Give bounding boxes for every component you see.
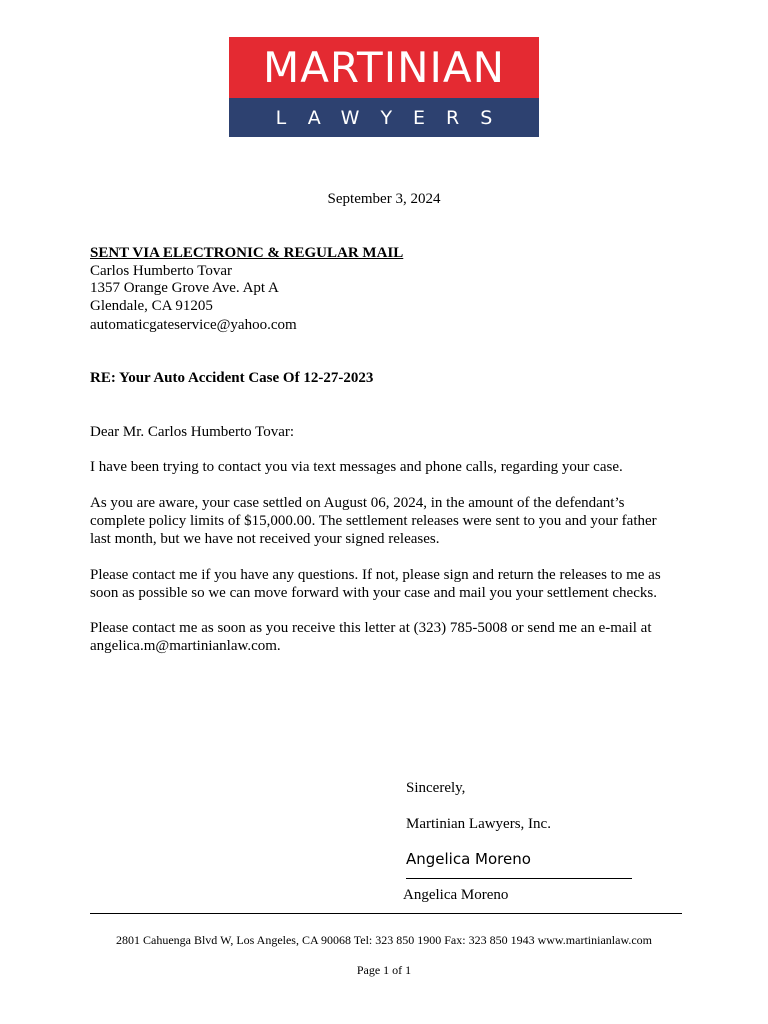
body-paragraph: Please contact me as soon as you receive this letter at (323) 785-5008 or send me an e-mail at angelica.m@martinianlaw.com. xyxy=(90,620,652,654)
recipient-name: Carlos Humberto Tovar xyxy=(90,263,232,279)
firm-logo xyxy=(229,37,539,137)
body-paragraph: Please contact me if you have any questions. If not, please sign and return the releases to me as soon as possible so we can move forward with your case and mail you your settlement checks. xyxy=(90,567,661,601)
body-paragraph: As you are aware, your case settled on August 06, 2024, in the amount of the defendant’s complete policy limits of $15,000.00. The settlement releases were sent to you and your father last month, but we have not received your signed releases. xyxy=(90,495,657,547)
recipient-address-line1: 1357 Orange Grove Ave. Apt A xyxy=(90,280,279,296)
logo-subtitle-band: LAWYERS xyxy=(229,98,539,137)
firm-name: Martinian Lawyers, Inc. xyxy=(406,816,551,832)
valediction: Sincerely, xyxy=(406,780,466,796)
body-paragraph: I have been trying to contact you via text messages and phone calls, regarding your case. xyxy=(90,459,623,475)
subject-line: RE: Your Auto Accident Case Of 12-27-2023 xyxy=(90,370,374,386)
logo-name-band: MARTINIAN xyxy=(229,37,539,98)
signature-line xyxy=(406,878,632,879)
signature: Angelica Moreno xyxy=(406,850,531,868)
footer-divider xyxy=(90,913,682,914)
recipient-address-line2: Glendale, CA 91205 xyxy=(90,298,213,314)
page-number: Page 1 of 1 xyxy=(356,963,412,977)
recipient-email: automaticgateservice@yahoo.com xyxy=(90,317,297,333)
footer-contact: 2801 Cahuenga Blvd W, Los Angeles, CA 90068 Tel: 323 850 1900 Fax: 323 850 1943 www.martinianlaw.com xyxy=(115,933,652,947)
delivery-method: SENT VIA ELECTRONIC & REGULAR MAIL xyxy=(90,245,404,261)
salutation: Dear Mr. Carlos Humberto Tovar: xyxy=(90,424,295,440)
letter-date: September 3, 2024 xyxy=(327,191,441,207)
signer-name: Angelica Moreno xyxy=(403,887,509,903)
